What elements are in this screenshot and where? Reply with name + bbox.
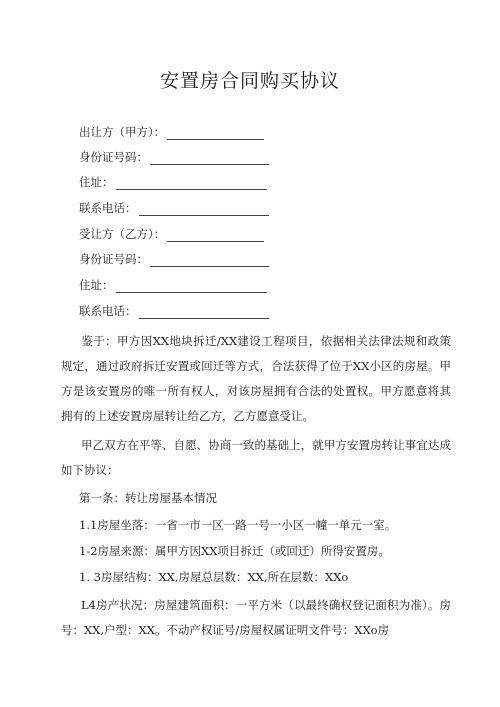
buyer-address-blank [116,280,267,293]
buyer-id-blank [150,254,269,267]
agreement-intro-text: 甲乙双方在平等、自愿、协商一致的基础上，就甲方安置房转让事宜达成如下协议： [61,438,451,477]
buyer-id-field [79,251,269,267]
seller-phone-field [79,200,269,216]
buyer-phone-label: 联系电话： [79,304,137,318]
seller-phone-blank [139,203,269,216]
article1-item-status [61,593,451,643]
seller-id-label: 身份证号码： [79,150,148,164]
buyer-name-blank [167,229,264,242]
seller-name-blank [167,127,264,140]
document-title: 安置房合同购买协议 [159,70,340,92]
article1-item-structure: 1. 3房屋结构：XX,房屋总层数：XX,所在层数：XXo [79,570,349,584]
article1-item-source: 1-2房屋来源：属甲方因XX项目拆迁（或回迁）所得安置房。 [79,544,390,558]
buyer-name-label: 受让方（乙方）： [79,227,166,241]
seller-name-label: 出让方（甲方）： [79,125,166,139]
seller-phone-label: 联系电话： [79,201,137,215]
article1-item-status-text: L4房产状况：房屋建筑面积：一平方米（以最终确权登记面积为准）。房号：XX,户型：XX。不动产权证号/房屋权属证明文件号：XXo房 [61,598,451,637]
article1-heading: 第一条：转让房屋基本情况 [79,491,217,505]
seller-address-label: 住址： [79,175,114,189]
buyer-address-label: 住址： [79,278,114,292]
seller-name-field [79,124,264,140]
seller-id-field [79,149,269,165]
recital-paragraph [61,329,451,429]
buyer-address-field [79,277,267,293]
seller-id-blank [150,152,269,165]
buyer-phone-field [79,303,269,319]
recital-text: 鉴于：甲方因XX地块拆迁/XX建设工程项目，依据相关法律法规和政策规定，通过政府拆迁安置或回迁等方式，合法获得了位于XX小区的房屋。甲方是该安置房的唯一所有权人，对该房屋拥有合法的处置权。甲方愿意将其拥有的上述安置房屋转让给乙方，乙方愿意受让。 [61,334,451,423]
buyer-name-field [79,226,264,242]
buyer-phone-blank [139,306,269,319]
seller-address-blank [116,177,267,190]
article1-item-location: 1.1房屋坐落：一省一市一区一路一号一小区一幢一单元一室。 [79,518,397,532]
buyer-id-label: 身份证号码： [79,252,148,266]
seller-address-field [79,174,267,190]
agreement-intro-paragraph [61,433,451,483]
